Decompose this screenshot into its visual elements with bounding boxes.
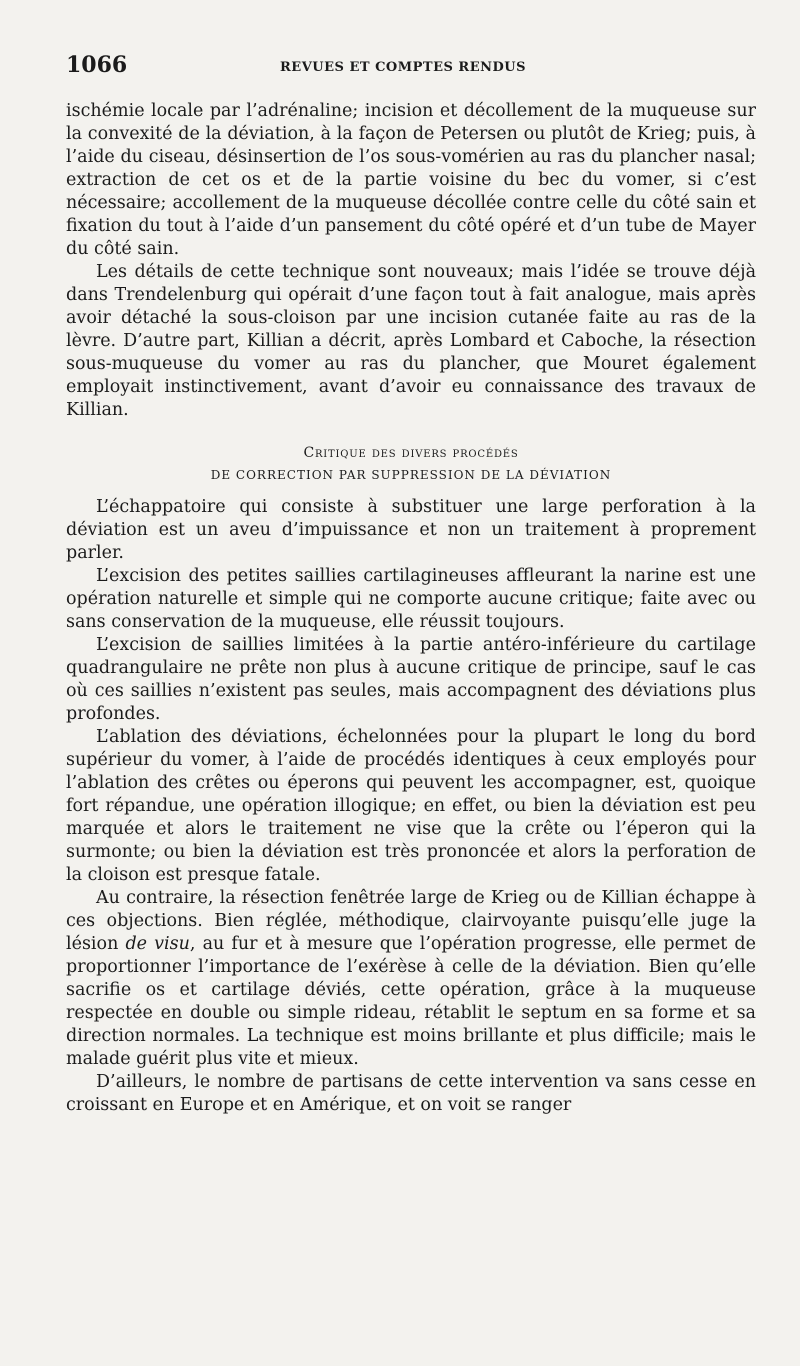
paragraph-2: Les détails de cette technique sont nouveaux; mais l’idée se trouve déjà dans Trendelenburg qui opérait d’une façon tout à fait analogue, mais après avoir détaché la sous-cloison par une incision cutanée faite au ras de la lèvre. D’autre part, Killian a décrit, après Lombard et Caboche, la résection sous-muqueuse du vomer au ras du plancher, que Mouret également employait instinctivement, avant d’avoir eu connaissance des travaux de Killian.	[66, 262, 756, 420]
paragraph-7-part-1: Au contraire, la résection fenêtrée large de Krieg ou de Killian échappe à ces objections. Bien réglée, méthodique, clairvoyante puisqu’elle juge la lésion	[66, 888, 756, 954]
paragraph-7	[66, 887, 756, 1071]
paragraph-7-part-2: , au fur et à mesure que l’opération progresse, elle permet de proportionner l’importance de l’exérèse à celle de la déviation. Bien qu’elle sacrifie os et cartilage déviés, cette opération, grâce à la muqueuse respectée en double ou simple rideau, rétablit le septum en sa forme et sa direction normales. La technique est moins brillante et plus difficile; mais le malade guérit plus vite et mieux.	[66, 934, 756, 1069]
paragraph-4: L’excision des petites saillies cartilagineuses affleurant la narine est une opération naturelle et simple qui ne comporte aucune critique; faite avec ou sans conservation de la muqueuse, elle réussit toujours.	[66, 566, 756, 632]
body-text	[66, 100, 756, 1117]
section-heading	[66, 442, 756, 486]
paragraph-1: ischémie locale par l’adrénaline; incision et décollement de la muqueuse sur la convexité de la déviation, à la façon de Petersen ou plutôt de Krieg; puis, à l’aide du ciseau, désinsertion de l’os sous-vomérien au ras du plancher nasal; extraction de cet os et de la partie voisine du bec du vomer, si c’est nécessaire; accollement de la muqueuse décollée contre celle du côté sain et fixation du tout à l’aide d’un pansement du côté opéré et d’un tube de Mayer du côté sain.	[66, 101, 756, 259]
running-head	[66, 52, 756, 86]
paragraph-6: L’ablation des déviations, échelonnées pour la plupart le long du bord supérieur du vomer, à l’aide de procédés identiques à ceux employés pour l’ablation des crêtes ou éperons qui peuvent les accompagner, est, quoique fort répandue, une opération illogique; en effet, ou bien la déviation est peu marquée et alors le traitement ne vise que la crête ou l’éperon qui la surmonte; ou bien la déviation est très prononcée et alors la perforation de la cloison est presque fatale.	[66, 727, 756, 885]
paragraph-5: L’excision de saillies limitées à la partie antéro-inférieure du cartilage quadrangulaire ne prête non plus à aucune critique de principe, sauf le cas où ces saillies n’existent pas seules, mais accompagnent des déviations plus profondes.	[66, 635, 756, 724]
page-number: 1066	[66, 52, 128, 78]
section-heading-subtitle: DE CORRECTION PAR SUPPRESSION DE LA DÉVIATION	[210, 468, 612, 482]
paragraph-8: D’ailleurs, le nombre de partisans de cette intervention va sans cesse en croissant en Europe et en Amérique, et on voit se ranger	[66, 1072, 756, 1115]
paragraph-7-italic: de visu	[125, 934, 190, 954]
running-title: REVUES ET COMPTES RENDUS	[280, 60, 526, 75]
paragraph-3: L’échappatoire qui consiste à substituer une large perforation à la déviation est un aveu d’impuissance et non un traitement à proprement parler.	[66, 497, 756, 563]
section-heading-title: Critique des divers procédés	[303, 445, 519, 461]
